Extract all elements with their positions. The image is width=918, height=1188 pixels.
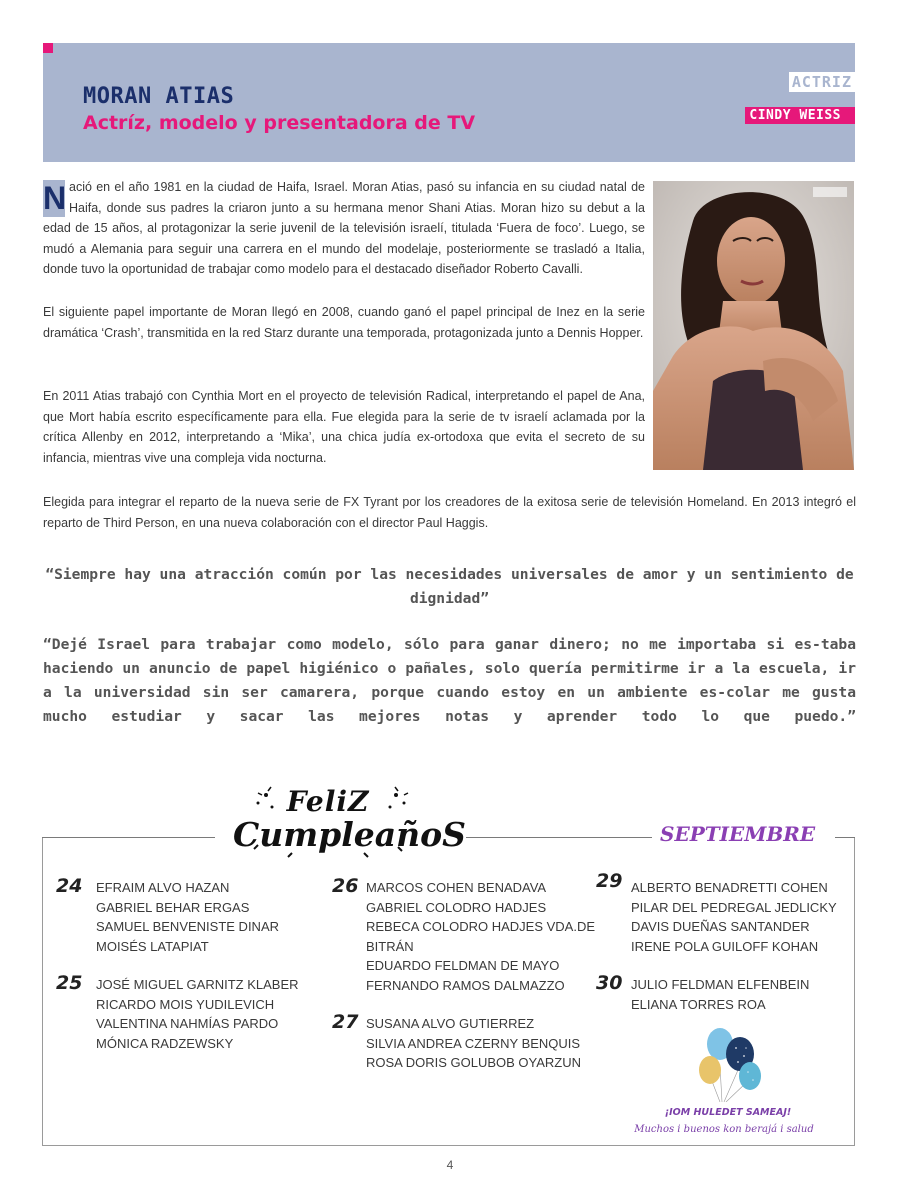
cumpleanos-text: CumpleañoS: [233, 815, 466, 854]
month-label: SEPTIEMBRE: [652, 822, 823, 846]
birthday-name: GABRIEL BEHAR ERGAS: [96, 899, 250, 915]
divider-line: [466, 837, 652, 838]
birthday-names: [366, 878, 595, 995]
day-number: 26: [332, 875, 359, 897]
birthday-name: REBECA COLODRO HADJES VDA.DE: [366, 919, 595, 934]
article-paragraph-1: [43, 177, 645, 280]
divider-line: [42, 837, 215, 838]
birthday-name: DAVIS DUEÑAS SANTANDER: [631, 919, 810, 934]
greeting-ladino: Muchos i buenos kon berajá i salud: [634, 1124, 814, 1135]
balloons-icon: [690, 1026, 770, 1102]
birthday-names: [631, 975, 809, 1014]
birthday-name: MÓNICA RADZEWSKY: [96, 1035, 234, 1051]
birthday-name: BITRÁN: [366, 938, 414, 954]
birthday-names: [96, 878, 279, 956]
accent-square: [43, 43, 53, 53]
birthday-name: SILVIA ANDREA CZERNY BENQUIS: [366, 1035, 581, 1051]
greeting-hebrew: ¡IOM HULEDET SAMEAJ!: [664, 1107, 792, 1118]
pull-quote-2: [43, 633, 856, 729]
birthday-name: JULIO FELDMAN ELFENBEIN: [631, 977, 810, 992]
page-number: 4: [446, 1158, 454, 1172]
day-number: 29: [596, 870, 623, 892]
birthday-title: [228, 785, 466, 865]
birthday-name: ALBERTO BENADRETTI COHEN: [631, 880, 828, 895]
pull-quote-1: [43, 563, 856, 611]
birthday-name: ELIANA TORRES ROA: [631, 996, 766, 1012]
drop-cap: N: [43, 180, 67, 216]
birthday-names: [96, 975, 299, 1053]
paragraph-text: ació en el año 1981 en la ciudad de Haifa, Israel. Moran Atias, pasó su infancia en su ciudad natal de Haifa, donde sus padres la criaron junto a su hermana menor Shani Atias. Moran hizo su debut a la edad de 15 años, al protagonizar la serie juvenil de la televisión israelí, titulada ‘Fuera de foco’. Luego, se mudó a Alemania para seguir una carrera en el mundo del modelaje, posteriormente se trasladó a Italia, donde tuvo la oportunidad de trabajar como modelo para el destacado diseñador Roberto Cavalli.: [43, 180, 645, 276]
birthday-name: SAMUEL BENVENISTE DINAR: [96, 919, 280, 934]
day-number: 24: [56, 875, 83, 897]
birthday-names: [631, 878, 837, 956]
quote-text: “Dejé Israel para trabajar como modelo, sólo para ganar dinero; no me importaba si es-taba haciendo un anuncio de papel higiénico o pañales, solo quería permitirme ir a la escuela, ir a la universidad sin ser camarera, porque cuando estoy en un ambiente es-colar me gusta mucho estudiar y sacar las mejores notas y aprender todo lo que puedo.”: [43, 636, 856, 725]
birthday-name: ROSA DORIS GOLUBOB OYARZUN: [366, 1055, 582, 1070]
day-number: 25: [56, 972, 83, 994]
birthday-name: MARCOS COHEN BENADAVA: [366, 880, 547, 895]
article-paragraph-3: En 2011 Atias trabajó con Cynthia Mort en el proyecto de televisión Radical, interpretando el papel de Ana, que Mort había escrito específicamente para ella. Fue elegida para la serie de tv israelí aclamada por la crítica Allenby en 2012, interpretando a ‘Mika’, una chica judía ex-ortodoxa que evita el secreto de su infancia, mientras vive una compleja vida nocturna.: [43, 389, 645, 465]
birthday-name: EFRAIM ALVO HAZAN: [96, 880, 230, 895]
birthday-name: SUSANA ALVO GUTIERREZ: [366, 1016, 535, 1031]
author-tag: CINDY WEISS: [745, 107, 855, 124]
portrait-photo: [653, 181, 854, 470]
day-number: 30: [596, 972, 623, 994]
feliz-text: FeliZ: [286, 785, 370, 818]
birthday-names: [366, 1014, 581, 1073]
birthday-name: JOSÉ MIGUEL GARNITZ KLABER: [96, 977, 299, 992]
article-paragraph-4: Elegida para integrar el reparto de la nueva serie de FX Tyrant por los creadores de la exitosa serie de televisión Homeland. En 2013 integró el reparto de Third Person, en una nueva colaboración con el director Paul Haggis.: [43, 495, 856, 530]
birthday-name: PILAR DEL PEDREGAL JEDLICKY: [631, 899, 837, 915]
article-title: MORAN ATIAS: [83, 84, 235, 109]
article-paragraph-2: El siguiente papel importante de Moran llegó en 2008, cuando ganó el papel principal de Inez en la serie dramática ‘Crash’, transmitida en la red Starz durante una temporada, protagonizada junto a Dennis Hopper.: [43, 305, 645, 340]
birthday-name: VALENTINA NAHMÍAS PARDO: [96, 1016, 279, 1031]
birthday-name: EDUARDO FELDMAN DE MAYO: [366, 958, 560, 973]
birthday-name: RICARDO MOIS YUDILEVICH: [96, 996, 275, 1012]
day-number: 27: [332, 1011, 359, 1033]
divider-line: [835, 837, 855, 838]
birthday-name: MOISÉS LATAPIAT: [96, 938, 209, 954]
birthday-name: IRENE POLA GUILOFF KOHAN: [631, 938, 819, 954]
section-tag: ACTRIZ: [789, 72, 855, 92]
birthday-name: FERNANDO RAMOS DALMAZZO: [366, 977, 565, 993]
birthday-name: GABRIEL COLODRO HADJES: [366, 899, 547, 915]
quote-text: “Siempre hay una atracción común por las necesidades universales de amor y un sentimiento de dignidad”: [45, 566, 854, 607]
article-subtitle: Actríz, modelo y presentadora de TV: [83, 112, 476, 134]
